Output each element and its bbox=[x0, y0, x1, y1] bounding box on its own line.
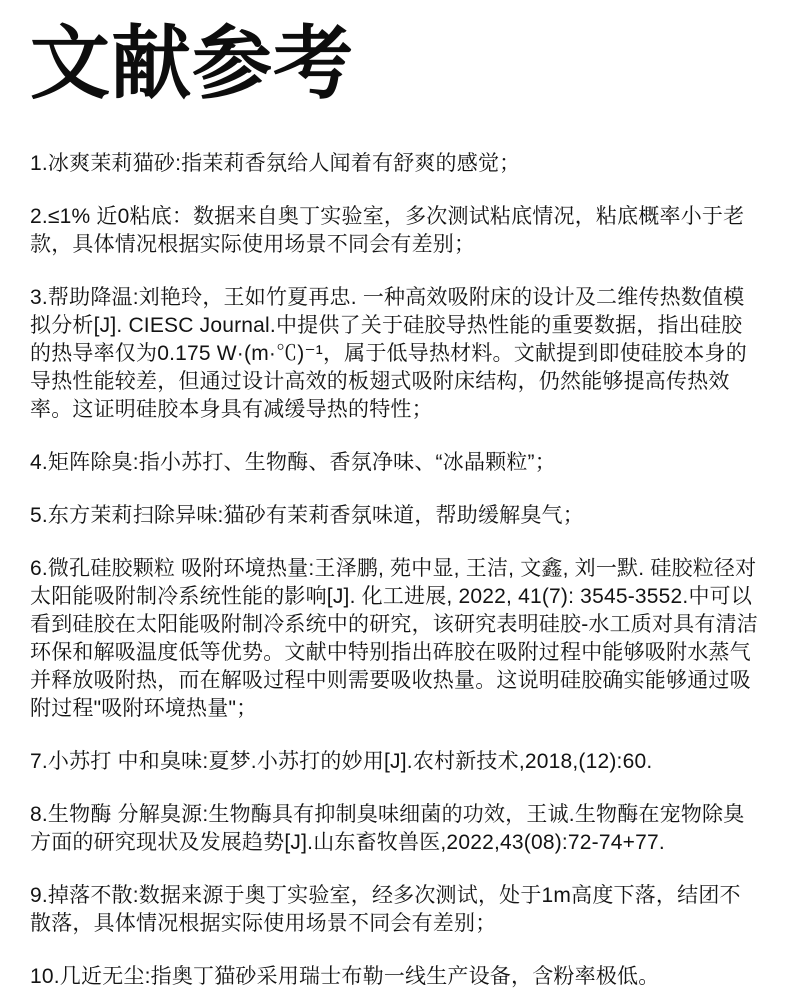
reference-item-7: 7.小苏打 中和臭味:夏梦.小苏打的妙用[J].农村新技术,2018,(12):60. bbox=[30, 750, 653, 773]
page-title: 文献参考 bbox=[30, 19, 354, 108]
reference-item-6: 6.微孔硅胶颗粒 吸附环境热量:王泽鹏, 苑中显, 王洁, 文鑫, 刘一默. 硅胶粒径对太阳能吸附制冷系统性能的影响[J]. 化工进展, 2022, 41(7): 3545-3552.中可以看到硅胶在太阳能吸附制冷系统中的研究，该研究表明硅胶-水工质对具有清洁环保和解吸温度低等优势。文献中特别指出砗胶在吸附过程中能够吸附水蒸气并释放吸附热，而在解吸过程中则需要吸收热量。这说明硅胶确实能够通过吸附过程"吸附环境热量"； bbox=[30, 557, 758, 720]
reference-item-8: 8.生物酶 分解臭源:生物酶具有抑制臭味细菌的功效，王诚.生物酶在宠物除臭方面的研究现状及发展趋势[J].山东畜牧兽医,2022,43(08):72-74+77. bbox=[30, 803, 745, 854]
reference-item-1: 1.冰爽茉莉猫砂:指茉莉香氛给人闻着有舒爽的感觉； bbox=[30, 152, 521, 175]
reference-item-10: 10.几近无尘:指奥丁猫砂采用瑞士布勒一线生产设备，含粉率极低。 bbox=[30, 965, 660, 988]
reference-item-2: 2.≤1% 近0粘底：数据来自奥丁实验室，多次测试粘底情况，粘底概率小于老款，具体情况根据实际使用场景不同会有差别； bbox=[30, 205, 745, 256]
reference-item-5: 5.东方茉莉扫除异味:猫砂有茉莉香氛味道，帮助缓解臭气； bbox=[30, 504, 584, 527]
reference-item-3: 3.帮助降温:刘艳玲，王如竹夏再忠. 一种高效吸附床的设计及二维传热数值模拟分析[J]. CIESC Journal.中提供了关于硅胶导热性能的重要数据，指出硅胶的热导率仅为0.175 W·(m·℃)⁻¹，属于低导热材料。文献提到即使硅胶本身的导热性能较差，但通过设计高效的板翅式吸附床结构，仍然能够提高传热效率。这证明硅胶本身具有减缓导热的特性； bbox=[30, 286, 747, 421]
reference-item-4: 4.矩阵除臭:指小苏打、生物酶、香氛净味、“冰晶颗粒”； bbox=[30, 451, 556, 474]
reference-item-9: 9.掉落不散:数据来源于奥丁实验室，经多次测试，处于1m高度下落，结团不散落，具体情况根据实际使用场景不同会有差别； bbox=[30, 884, 741, 935]
